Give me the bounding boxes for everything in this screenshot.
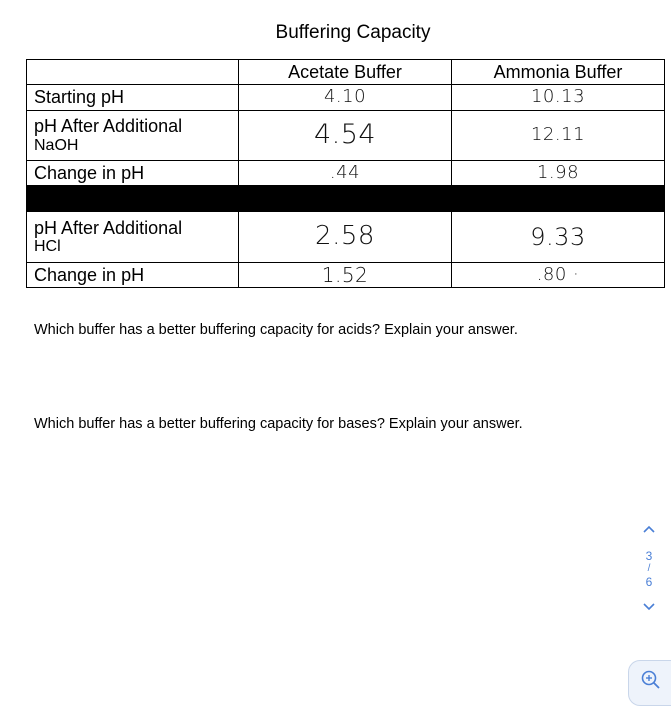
table-header-row: [27, 60, 665, 85]
ammonia-change-naoh: 1.98: [452, 161, 665, 186]
ammonia-ph-after-hcl: 9.33: [452, 212, 665, 263]
header-acetate: Acetate Buffer: [239, 60, 452, 85]
chevron-down-icon[interactable]: [636, 602, 662, 614]
page-title: Buffering Capacity: [275, 22, 431, 43]
question-bases: Which buffer has a better buffering capacity for bases? Explain your answer.: [34, 416, 523, 432]
row-label-change-ph-naoh: Change in pH: [27, 161, 239, 186]
table-row: [27, 85, 665, 111]
header-ammonia: Ammonia Buffer: [452, 60, 665, 85]
page-separator: /: [647, 563, 651, 574]
label-line: NaOH: [34, 136, 79, 154]
row-label-ph-after-naoh: [27, 111, 239, 161]
acetate-ph-after-naoh: 4.54: [239, 111, 452, 161]
zoom-in-icon: [640, 669, 662, 696]
chevron-up-icon[interactable]: [636, 524, 662, 536]
total-pages: 6: [645, 575, 653, 589]
acetate-ph-after-hcl: 2.58: [239, 212, 452, 263]
separator-bar: [27, 186, 665, 212]
table-row: [27, 111, 665, 161]
acetate-change-naoh: .44: [239, 161, 452, 186]
label-line: pH After Additional: [34, 217, 183, 238]
ammonia-starting-ph: 10.13: [452, 85, 665, 111]
label-line: HCl: [34, 238, 61, 256]
zoom-button[interactable]: [628, 660, 671, 706]
ammonia-ph-after-naoh: 12.11: [452, 111, 665, 161]
current-page: 3: [645, 549, 653, 563]
buffering-capacity-table: [26, 59, 665, 288]
acetate-starting-ph: 4.10: [239, 85, 452, 111]
question-acids: Which buffer has a better buffering capacity for acids? Explain your answer.: [34, 322, 518, 338]
row-label-ph-after-hcl: [27, 212, 239, 263]
ammonia-change-hcl: .80 ·: [452, 263, 665, 288]
table-row: [27, 212, 665, 263]
row-label-change-ph-hcl: Change in pH: [27, 263, 239, 288]
table-row: [27, 263, 665, 288]
table-row: [27, 161, 665, 186]
row-label-starting-ph: Starting pH: [27, 85, 239, 111]
page-navigator: [636, 524, 662, 614]
acetate-change-hcl: 1.52: [239, 263, 452, 288]
separator-bar-row: [27, 186, 665, 212]
label-line: pH After Additional: [34, 116, 183, 137]
header-empty-cell: [27, 60, 239, 85]
